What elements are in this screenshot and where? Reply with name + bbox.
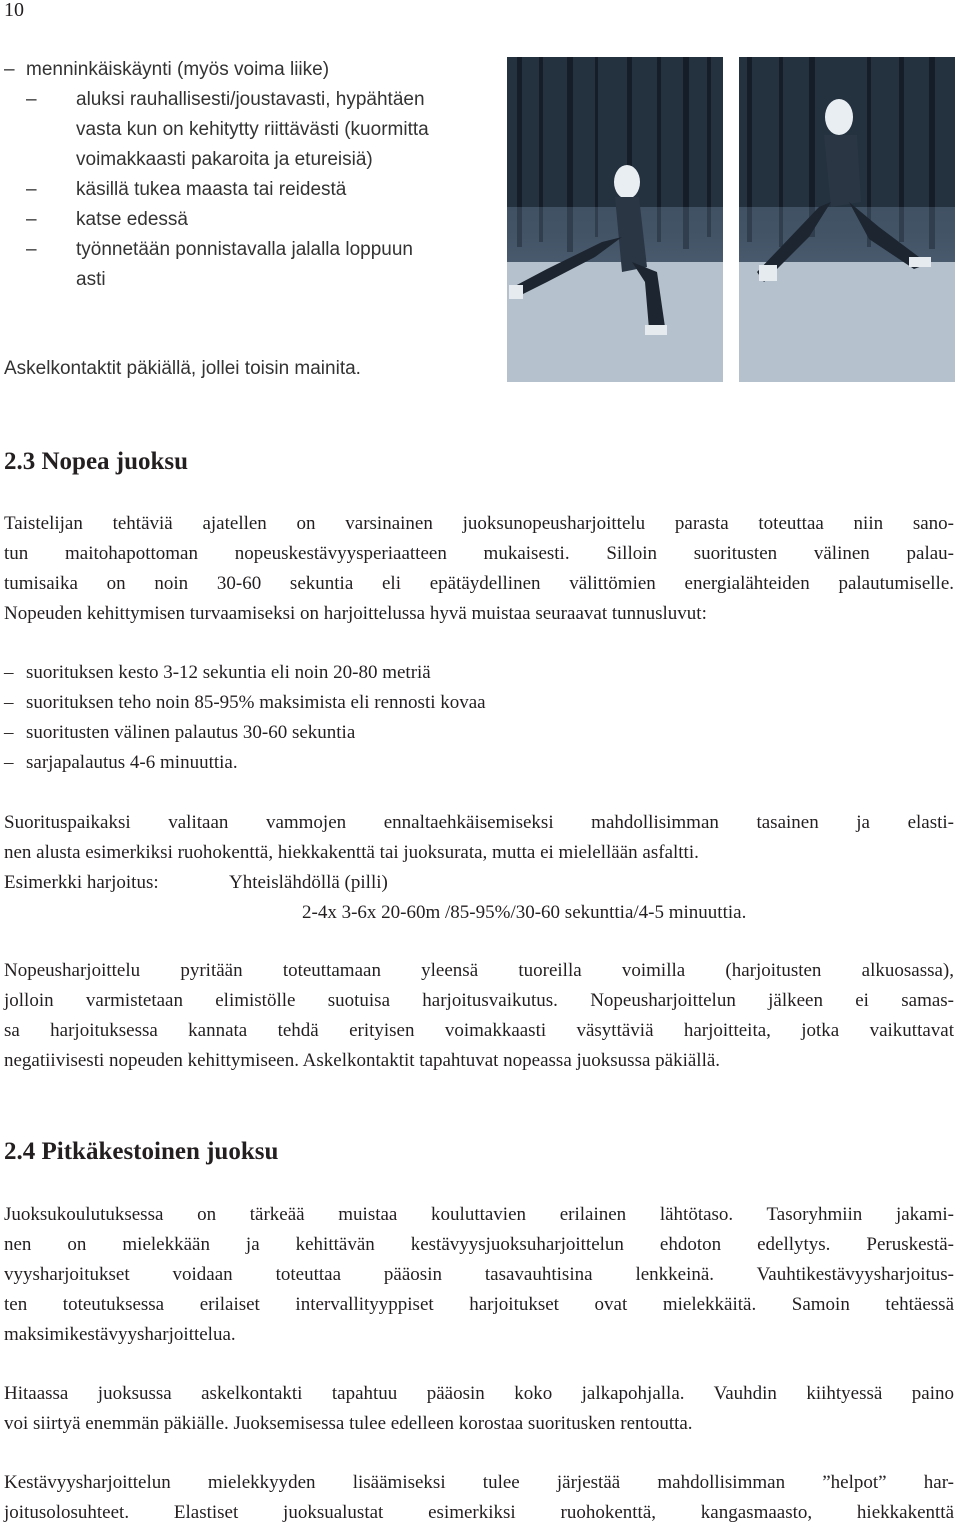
text-line: nen alusta esimerkiksi ruohokenttä, hiekkakenttä tai juoksurata, mutta ei mielellään asfaltti. xyxy=(4,842,699,863)
text-line: jolloin varmistetaan elimistölle suotuisa harjoitusvaikutus. Nopeusharjoittelun jälkeen ei samas- xyxy=(4,990,954,1011)
dash: – xyxy=(4,59,15,80)
paragraph xyxy=(4,956,954,1076)
sub-item-text: työnnetään ponnistavalla jalalla loppuun xyxy=(76,239,413,260)
dash: – xyxy=(4,692,14,713)
text-line: Nopeusharjoittelu pyritään toteuttamaan yleensä tuoreilla voimilla (harjoitusten alkuosassa), xyxy=(4,960,954,981)
sub-item-text: käsillä tukea maasta tai reidestä xyxy=(76,179,347,200)
dash: – xyxy=(4,722,14,743)
lunge-photo-right xyxy=(739,57,955,382)
page-number: 10 xyxy=(4,0,24,21)
text-line: ten toteutuksessa erilaiset intervallityyppiset harjoitukset ovat mielekkäitä. Samoin tehtäessä xyxy=(4,1294,954,1315)
dash: – xyxy=(4,662,14,683)
paragraph xyxy=(4,808,954,868)
list-item-text: suorituksen kesto 3-12 sekuntia eli noin 20-80 metriä xyxy=(26,662,431,683)
sub-item-text: asti xyxy=(76,269,106,290)
sub-item-text: voimakkaasti pakaroita ja etureisiä) xyxy=(76,149,373,170)
text-line: Kestävyysharjoittelun mielekkyyden lisäämiseksi tulee järjestää mahdollisimman ”helpot” har- xyxy=(4,1472,954,1493)
list-item xyxy=(26,85,429,170)
sub-item-text: vasta kun on kehitytty riittävästi (kuormitta xyxy=(76,119,429,140)
text-line: sa harjoituksessa kannata tehdä erityisen voimakkaasti väsyttäviä harjoitteita, jotka vaikuttavat xyxy=(4,1020,954,1041)
contact-caption: Askelkontaktit päkiällä, jollei toisin mainita. xyxy=(4,358,361,379)
dash: – xyxy=(4,752,14,773)
example-name: Yhteislähdöllä (pilli) xyxy=(229,872,388,893)
text-line: voi siirtyä enemmän päkiälle. Juoksemisessa tulee edelleen korostaa suoritusken rentoutta. xyxy=(4,1413,693,1434)
list-item-text: suorituksen teho noin 85-95% maksimista eli rennosti kovaa xyxy=(26,692,486,713)
text-line: Hitaassa juoksussa askelkontakti tapahtuu pääosin koko jalkapohjalla. Vauhdin kiihtyessä paino xyxy=(4,1383,954,1404)
text-line: negatiivisesti nopeuden kehittymiseen. Askelkontaktit tapahtuvat nopeassa juoksussa päkiällä. xyxy=(4,1050,721,1071)
text-line: joitusolosuhteet. Elastiset juoksualustat esimerkiksi ruohokenttä, kangasmaasto, hiekkakenttä xyxy=(4,1502,954,1523)
list-item-text: sarjapalautus 4-6 minuuttia. xyxy=(26,752,238,773)
dash: – xyxy=(26,209,37,230)
text-line: tumisaika on noin 30-60 sekuntia eli epätäydellinen välittömien energialähteiden palautumiselle. xyxy=(4,573,954,594)
section-heading: 2.4 Pitkäkestoinen juoksu xyxy=(4,1138,279,1165)
list-item xyxy=(26,235,413,290)
example-spec: 2-4x 3-6x 20-60m /85-95%/30-60 sekunttia/4-5 minuuttia. xyxy=(302,902,747,923)
list-item xyxy=(4,658,704,688)
example-label: Esimerkki harjoitus: xyxy=(4,872,159,893)
sub-item-text: aluksi rauhallisesti/joustavasti, hypähtäen xyxy=(76,89,425,110)
paragraph xyxy=(4,1379,954,1439)
list-item xyxy=(26,205,188,235)
text-line: nen on mielekkään ja kehittävän kestävyysjuoksuharjoittelun ehdoton edellytys. Peruskestä- xyxy=(4,1234,954,1255)
list-item xyxy=(4,718,704,748)
list-item xyxy=(4,55,330,85)
paragraph xyxy=(4,1468,954,1528)
text-line: Taistelijan tehtäviä ajatellen on varsinainen juoksunopeusharjoittelu parasta toteuttaa niin sano- xyxy=(4,513,954,534)
dash: – xyxy=(26,179,37,200)
lunge-photo-left xyxy=(507,57,723,382)
text-line: Juoksukoulutuksessa on tärkeää muistaa kouluttavien erilainen lähtötaso. Tasoryhmiin jakami- xyxy=(4,1204,954,1225)
parameter-list xyxy=(4,658,704,778)
sub-item-text: katse edessä xyxy=(76,209,188,230)
section-heading: 2.3 Nopea juoksu xyxy=(4,448,189,475)
text-line: tun maitohapottoman nopeuskestävyysperiaatteen mukaisesti. Silloin suoritusten välinen palau- xyxy=(4,543,954,564)
main-item-text: menninkäiskäynti (myös voima liike) xyxy=(26,59,330,80)
text-line: maksimikestävyysharjoittelua. xyxy=(4,1324,236,1345)
list-item xyxy=(26,175,347,205)
text-line: vyysharjoitukset voidaan toteuttaa pääosin tasavauhtisina lenkkeinä. Vauhtikestävyysharjoitus- xyxy=(4,1264,954,1285)
dash: – xyxy=(26,89,37,110)
list-item xyxy=(4,748,704,778)
dash: – xyxy=(26,239,37,260)
exercise-description xyxy=(4,55,524,305)
list-item-text: suoritusten välinen palautus 30-60 sekuntia xyxy=(26,722,356,743)
lunge-illustration xyxy=(739,57,955,382)
lunge-illustration xyxy=(507,57,723,382)
text-line: Nopeuden kehittymisen turvaamiseksi on harjoittelussa hyvä muistaa seuraavat tunnusluvut: xyxy=(4,603,707,624)
paragraph xyxy=(4,1200,954,1350)
text-line: Suorituspaikaksi valitaan vammojen ennaltaehkäisemiseksi mahdollisimman tasainen ja elasti- xyxy=(4,812,954,833)
paragraph xyxy=(4,509,954,629)
list-item xyxy=(4,688,704,718)
